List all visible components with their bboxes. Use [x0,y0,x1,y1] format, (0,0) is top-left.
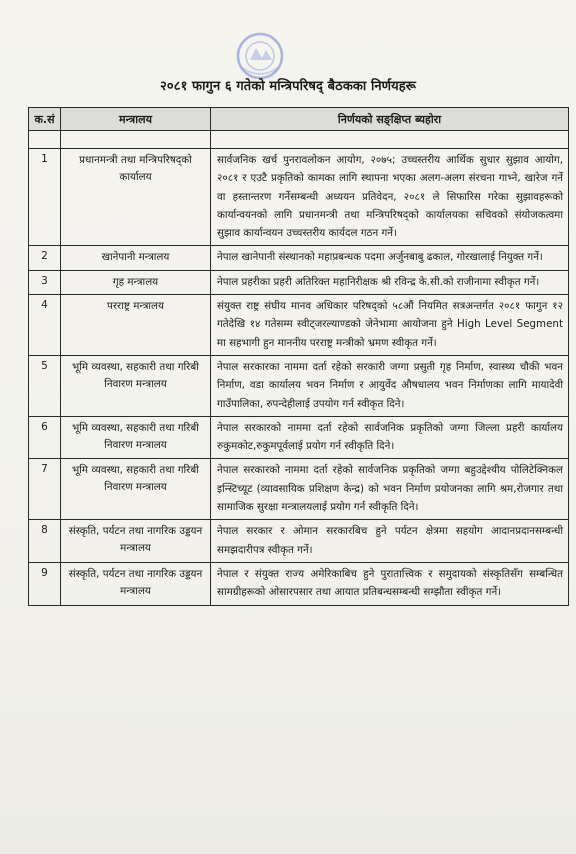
row-decision: नेपाल सरकारको नाममा दर्ता रहेको सार्वजनिक प्रकृतिको जग्गा जिल्ला प्रहरी कार्यालय रुकुमकोट,रुकुमपूर्वलाई प्रयोग गर्न स्वीकृति दिने। [211,416,569,459]
row-ministry: संस्कृति, पर्यटन तथा नागरिक उड्डयन मन्त्रालय [61,562,211,605]
table-row [29,246,569,270]
header-ministry: मन्त्रालय [61,108,211,131]
row-serial: 6 [29,416,61,459]
row-decision: नेपाल सरकारको नाममा दर्ता रहेको सार्वजनिक प्रकृतिको जग्गा बहुउद्देश्यीय पोलिटेक्निकल इन्स्टिच्यूट (व्यावसायिक प्रशिक्षण केन्द्र) को भवन निर्माण प्रयोजनका लागि श्रम,रोजगार तथा सामाजिक सुरक्षा मन्त्रालयलाई प्रयोग गर्न स्वीकृति दिने। [211,459,569,520]
row-ministry: भूमि व्यवस्था, सहकारी तथा गरिबी निवारण मन्त्रालय [61,459,211,520]
row-serial: 5 [29,355,61,416]
row-ministry: भूमि व्यवस्था, सहकारी तथा गरिबी निवारण मन्त्रालय [61,355,211,416]
row-decision: संयुक्त राष्ट्र संघीय मानव अधिकार परिषद्को ५८औं नियमित सत्रअन्तर्गत २०८१ फागुन १२ गतेदेखि १४ गतेसम्म स्वीट्जरल्याण्डको जेनेभामा आयोजना हुने High Level Segment मा सहभागी हुन माननीय परराष्ट्र मन्त्रीको भ्रमण स्वीकृत गर्ने। [211,295,569,356]
row-ministry: प्रधानमन्त्री तथा मन्त्रिपरिषद्को कार्यालय [61,149,211,246]
government-seal-icon [232,30,288,82]
table-row [29,295,569,356]
table-row [29,355,569,416]
row-decision: नेपाल सरकार र ओमान सरकारबिच हुने पर्यटन क्षेत्रमा सहयोग आदानप्रदानसम्बन्धी समझदारीपत्र स्वीकृत गर्ने। [211,520,569,563]
decisions-table [28,107,569,606]
row-ministry: परराष्ट्र मन्त्रालय [61,295,211,356]
page-title: २०८१ फागुन ६ गतेको मन्त्रिपरिषद् बैठकका निर्णयहरू [159,79,417,94]
spacer-row [29,131,569,149]
row-serial: 7 [29,459,61,520]
row-serial: 9 [29,562,61,605]
row-serial: 1 [29,149,61,246]
row-ministry: खानेपानी मन्त्रालय [61,246,211,270]
header-serial: क.सं [29,108,61,131]
row-decision: नेपाल प्रहरीका प्रहरी अतिरिक्त महानिरीक्षक श्री रविन्द्र के.सी.को राजीनामा स्वीकृत गर्ने। [211,270,569,294]
table-row [29,270,569,294]
row-serial: 2 [29,246,61,270]
row-serial: 4 [29,295,61,356]
row-serial: 3 [29,270,61,294]
row-ministry: गृह मन्त्रालय [61,270,211,294]
row-ministry: संस्कृति, पर्यटन तथा नागरिक उड्डयन मन्त्रालय [61,520,211,563]
header-decision: निर्णयको सङ्क्षिप्त ब्यहोरा [211,108,569,131]
row-decision: नेपाल खानेपानी संस्थानको महाप्रबन्धक पदमा अर्जुनबाबु ढकाल, गोरखालाई नियुक्त गर्ने। [211,246,569,270]
table-row [29,562,569,605]
row-decision: सार्वजनिक खर्च पुनरावलोकन आयोग, २०७५; उच्चस्तरीय आर्थिक सुधार सुझाव आयोग, २०८१ र एउटै प्रकृतिको कामका लागि स्थापना भएका अलग-अलग संरचना गाभ्ने, खारेज गर्ने वा हस्तान्तरण गर्नेसम्बन्धी अध्ययन प्रतिवेदन, २०८१ ले सिफारिस गरेका सुझावहरूको कार्यान्वयनको लागि प्रधानमन्त्री तथा मन्त्रिपरिषद्को कार्यालयका सचिवको संयोजकत्वमा सुझाव कार्यान्वयन उच्चस्तरीय कार्यदल गठन गर्ने। [211,149,569,246]
table-row [29,520,569,563]
table-row [29,149,569,246]
row-ministry: भूमि व्यवस्था, सहकारी तथा गरिबी निवारण मन्त्रालय [61,416,211,459]
table-row [29,459,569,520]
table-header-row [29,108,569,131]
row-decision: नेपाल सरकारका नाममा दर्ता रहेको सरकारी जग्गा प्रसुती गृह निर्माण, स्वास्थ्य चौकी भवन निर्माण, वडा कार्यालय भवन निर्माण र आयुर्वेद औषधालय भवन निर्माणका लागि मायादेवी गाउँपालिका, रुपन्देहीलाई उपयोग गर्न स्वीकृत दिने। [211,355,569,416]
row-serial: 8 [29,520,61,563]
row-decision: नेपाल र संयुक्त राज्य अमेरिकाबिच हुने पुरातात्त्विक र समुदायको संस्कृतिसँग सम्बन्धित सामग्रीहरूको ओसारपसार तथा आयात प्रतिबन्धसम्बन्धी सम्झौता स्वीकृत गर्ने। [211,562,569,605]
table-row [29,416,569,459]
